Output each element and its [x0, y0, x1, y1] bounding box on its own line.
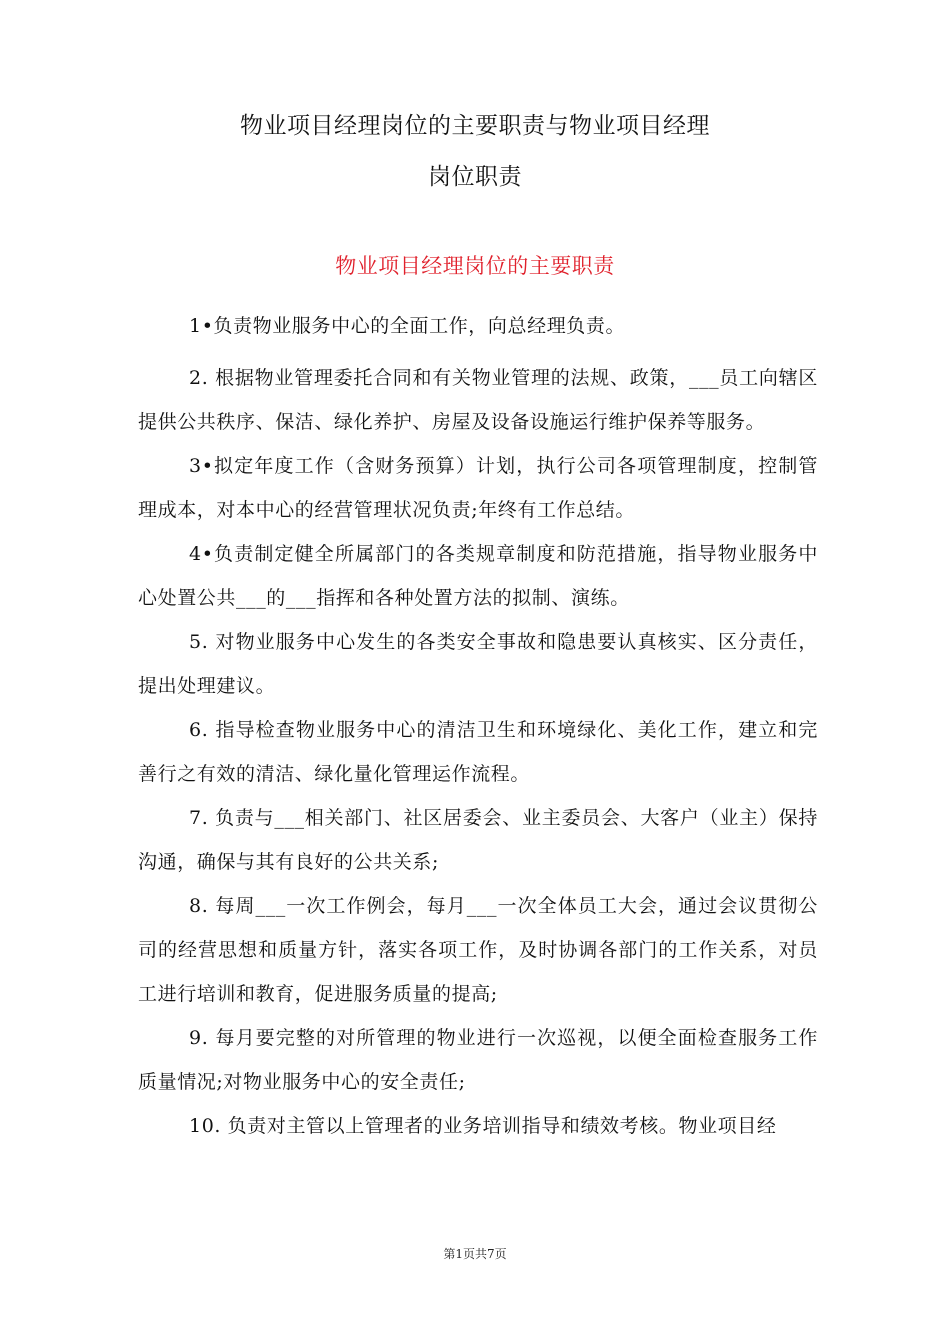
paragraph-3: 3•拟定年度工作（含财务预算）计划，执行公司各项管理制度，控制管理成本，对本中心的经营管理状况负责;年终有工作总结。: [138, 455, 818, 521]
paragraph-9: 9. 每月要完整的对所管理的物业进行一次巡视，以便全面检查服务工作质量情况;对物业服务中心的安全责任;: [138, 1027, 818, 1093]
document-title-line-1: 物业项目经理岗位的主要职责与物业项目经理: [240, 113, 710, 139]
paragraph-2: 2. 根据物业管理委托合同和有关物业管理的法规、政策，___员工向辖区提供公共秩序、保洁、绿化养护、房屋及设备设施运行维护保养等服务。: [138, 367, 818, 433]
paragraph-5: 5. 对物业服务中心发生的各类安全事故和隐患要认真核实、区分责任，提出处理建议。: [138, 631, 818, 697]
document-title-line-2: 岗位职责: [428, 164, 522, 190]
paragraph-1: 1•负责物业服务中心的全面工作，向总经理负责。: [189, 315, 626, 337]
paragraph-6: 6. 指导检查物业服务中心的清洁卫生和环境绿化、美化工作，建立和完善行之有效的清洁、绿化量化管理运作流程。: [138, 719, 818, 785]
paragraph-8: 8. 每周___一次工作例会，每月___一次全体员工大会，通过会议贯彻公司的经营思想和质量方针，落实各项工作，及时协调各部门的工作关系，对员工进行培训和教育，促进服务质量的提高;: [138, 895, 818, 1005]
paragraph-7: 7. 负责与___相关部门、社区居委会、业主委员会、大客户（业主）保持沟通，确保与其有良好的公共关系;: [138, 807, 818, 873]
paragraph-4: 4•负责制定健全所属部门的各类规章制度和防范措施，指导物业服务中心处置公共___的___指挥和各种处置方法的拟制、演练。: [138, 543, 818, 609]
paragraph-10: 10. 负责对主管以上管理者的业务培训指导和绩效考核。物业项目经: [189, 1115, 777, 1137]
section-title: 物业项目经理岗位的主要职责: [335, 254, 615, 278]
document-body: [138, 304, 818, 1148]
page-footer: 第1页共7页: [443, 1247, 507, 1261]
